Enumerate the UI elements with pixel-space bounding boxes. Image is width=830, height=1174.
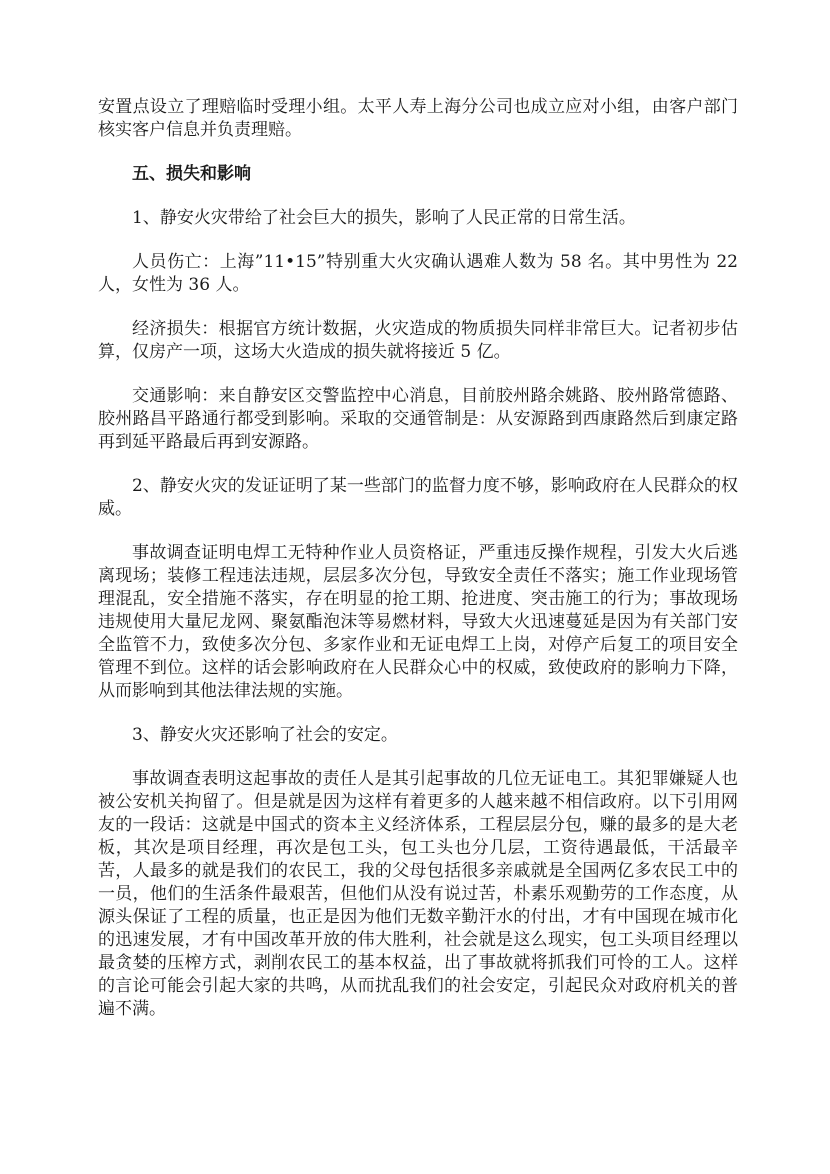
paragraph-economic-loss: 经济损失：根据官方统计数据，火灾造成的物质损失同样非常巨大。记者初步估算，仅房产一项，这场大火造成的损失就将接近 5 亿。: [98, 319, 738, 362]
document-page: [98, 96, 738, 1042]
subheading-3-social-stability: 3、静安火灾还影响了社会的安定。: [132, 725, 398, 745]
paragraph-claims-group: 安置点设立了理赔临时受理小组。太平人寿上海分公司也成立应对小组，由客户部门核实客户信息并负责理赔。: [98, 97, 738, 140]
paragraph-casualties: 人员伤亡：上海”11•15”特别重大火灾确认遇难人数为 58 名。其中男性为 22 人，女性为 36 人。: [98, 252, 738, 295]
subheading-1-social-loss: 1、静安火灾带给了社会巨大的损失，影响了人民正常的日常生活。: [132, 208, 636, 228]
paragraph-social-stability: 事故调查表明这起事故的责任人是其引起事故的几位无证电工。其犯罪嫌疑人也被公安机关拘留了。但是就是因为这样有着更多的人越来越不相信政府。以下引用网友的一段话：这就是中国式的资本主义经济体系，工程层层分包，赚的最多的是大老板，其次是项目经理，再次是包工头，包工头也分几层，工资待遇最低，干活最辛苦，人最多的就是我们的农民工，我的父母包括很多亲戚就是全国两亿多农民工中的一员，他们的生活条件最艰苦，但他们从没有说过苦，朴素乐观勤劳的工作态度，从源头保证了工程的质量，也正是因为他们无数辛勤汗水的付出，才有中国现在城市化的迅速发展，才有中国改革开放的伟大胜利，社会就是这么现实，包工头项目经理以最贪婪的压榨方式，剥削农民工的基本权益，出了事故就将抓我们可怜的工人。这样的言论可能会引起大家的共鸣，从而扰乱我们的社会安定，引起民众对政府机关的普遍不满。: [98, 769, 738, 1019]
section-heading-losses-impact: 五、损失和影响: [132, 164, 251, 184]
paragraph-traffic-impact: 交通影响：来自静安区交警监控中心消息，目前胶州路余姚路、胶州路常德路、胶州路昌平路通行都受到影响。采取的交通管制是：从安源路到西康路然后到康定路再到延平路最后再到安源路。: [98, 386, 738, 452]
paragraph-investigation: 事故调查证明电焊工无特种作业人员资格证，严重违反操作规程，引发大火后逃离现场；装修工程违法违规，层层多次分包，导致安全责任不落实；施工作业现场管理混乱，安全措施不落实，存在明显的抢工期、抢进度、突击施工的行为；事故现场违规使用大量尼龙网、聚氨酯泡沫等易燃材料，导致大火迅速蔓延是因为有关部门安全监管不力，致使多次分包、多家作业和无证电焊工上岗，对停产后复工的项目安全管理不到位。这样的话会影响政府在人民群众心中的权威，致使政府的影响力下降，从而影响到其他法律法规的实施。: [98, 543, 738, 701]
subheading-2-supervision: 2、静安火灾的发证证明了某一些部门的监督力度不够，影响政府在人民群众的权威。: [98, 476, 738, 519]
